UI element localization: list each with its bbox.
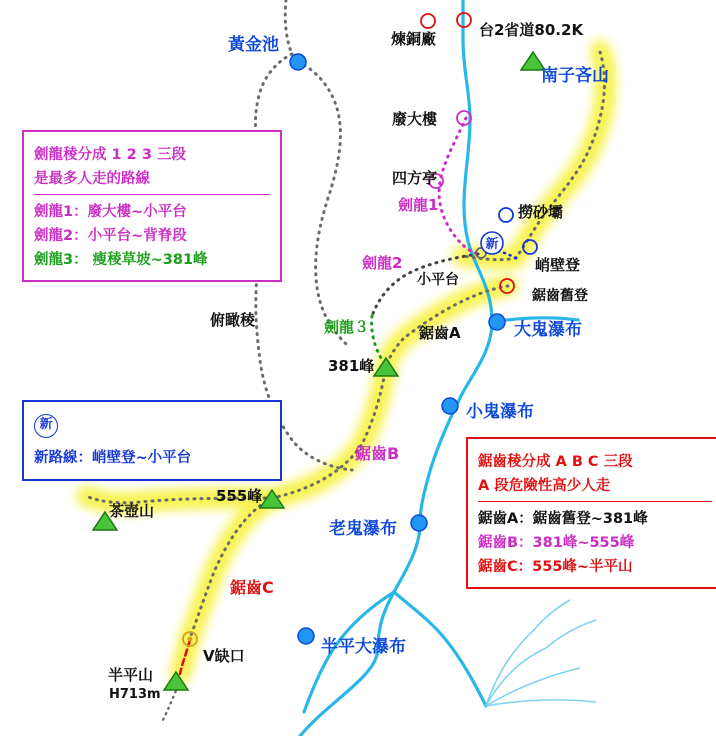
legend-saw-divider [478, 501, 712, 502]
legend-jianlong-title-2: 是最多人走的路線 [34, 171, 150, 187]
map-label-juchijiudeng: 鋸齒舊登 [532, 288, 588, 304]
map-label-feidalou: 廢大樓 [392, 110, 438, 128]
legend-item-sawc: 鋸齒C：555峰~半平山 [478, 559, 633, 575]
map-label-peak555: 555峰 [216, 487, 263, 505]
map-label-shaobideng: 峭壁登 [535, 256, 581, 274]
legend-item-sawa: 鋸齒A：鋸齒舊登~381峰 [478, 511, 648, 527]
map-label-chahushan: 茶壺山 [109, 502, 155, 520]
legend-item-sawb: 鋸齒B：381峰~555峰 [478, 535, 635, 551]
legend-saw-ridge [466, 437, 716, 589]
map-label-banpingshan: 半平山 [108, 666, 154, 684]
map-label-provincial-road: 台2省道80.2K [479, 21, 584, 39]
map-label-jianlong3: 劍龍３ [324, 318, 370, 336]
map-label-nanziyinshan: 南子吝山 [541, 66, 609, 86]
legend-item-jianlong2: 劍龍2：小平台~背脊段 [34, 228, 187, 244]
map-label-peak381: 381峰 [328, 357, 375, 375]
legend-new-route [22, 400, 282, 481]
map-label-juchi-a: 鋸齒A [419, 324, 461, 342]
map-label-juchi-b: 鋸齒B [355, 444, 400, 463]
map-label-sifangting: 四方亭 [392, 169, 438, 187]
map-label-dagui-waterfall: 大鬼瀑布 [514, 320, 582, 340]
map-label-v-notch: V缺口 [203, 647, 245, 665]
legend-saw-title-2: A 段危險性高少人走 [478, 478, 611, 494]
legend-item-jianlong3: 劍龍3： 瘦稜草坡~381峰 [34, 252, 208, 268]
map-label-xiaogui-waterfall: 小鬼瀑布 [466, 402, 534, 422]
jianlong1-route [439, 118, 478, 254]
legend-jianlong-ridge [22, 130, 282, 282]
legend-divider [34, 194, 270, 195]
map-label-laogui-waterfall: 老鬼瀑布 [329, 519, 397, 539]
legend-saw-title-1: 鋸齒稜分成 A B C 三段 [478, 454, 633, 470]
map-label-xiaopingtai: 小平台 [417, 272, 459, 288]
map-label-liantongchang: 煉銅廠 [391, 30, 437, 48]
map-label-jianlong1: 劍龍1 [398, 196, 439, 214]
map-label-pushachang: 撈砂壩 [518, 203, 564, 221]
stream-fan [486, 600, 596, 706]
map-label-fukanleng: 俯瞰稜 [210, 311, 256, 329]
legend-item-jianlong1: 劍龍1：廢大樓~小平台 [34, 204, 187, 220]
map-label-banpingda-waterfall: 半平大瀑布 [321, 637, 406, 657]
map-label-huangjinchi: 黃金池 [228, 35, 279, 55]
new-badge-marker [481, 232, 503, 254]
legend-jianlong-title-1: 劍龍稜分成 1 2 3 三段 [34, 147, 186, 163]
map-label-juchi-c: 鋸齒C [230, 578, 274, 597]
map-label-banpingshan-elev: H713m [109, 687, 161, 702]
legend-new-route-text: 新路線：峭壁登~小平台 [34, 450, 192, 466]
new-badge [34, 414, 270, 438]
new-badge-text: 新 [34, 414, 58, 438]
svg-text:新: 新 [485, 237, 499, 252]
map-label-jianlong2: 劍龍2 [362, 254, 403, 272]
